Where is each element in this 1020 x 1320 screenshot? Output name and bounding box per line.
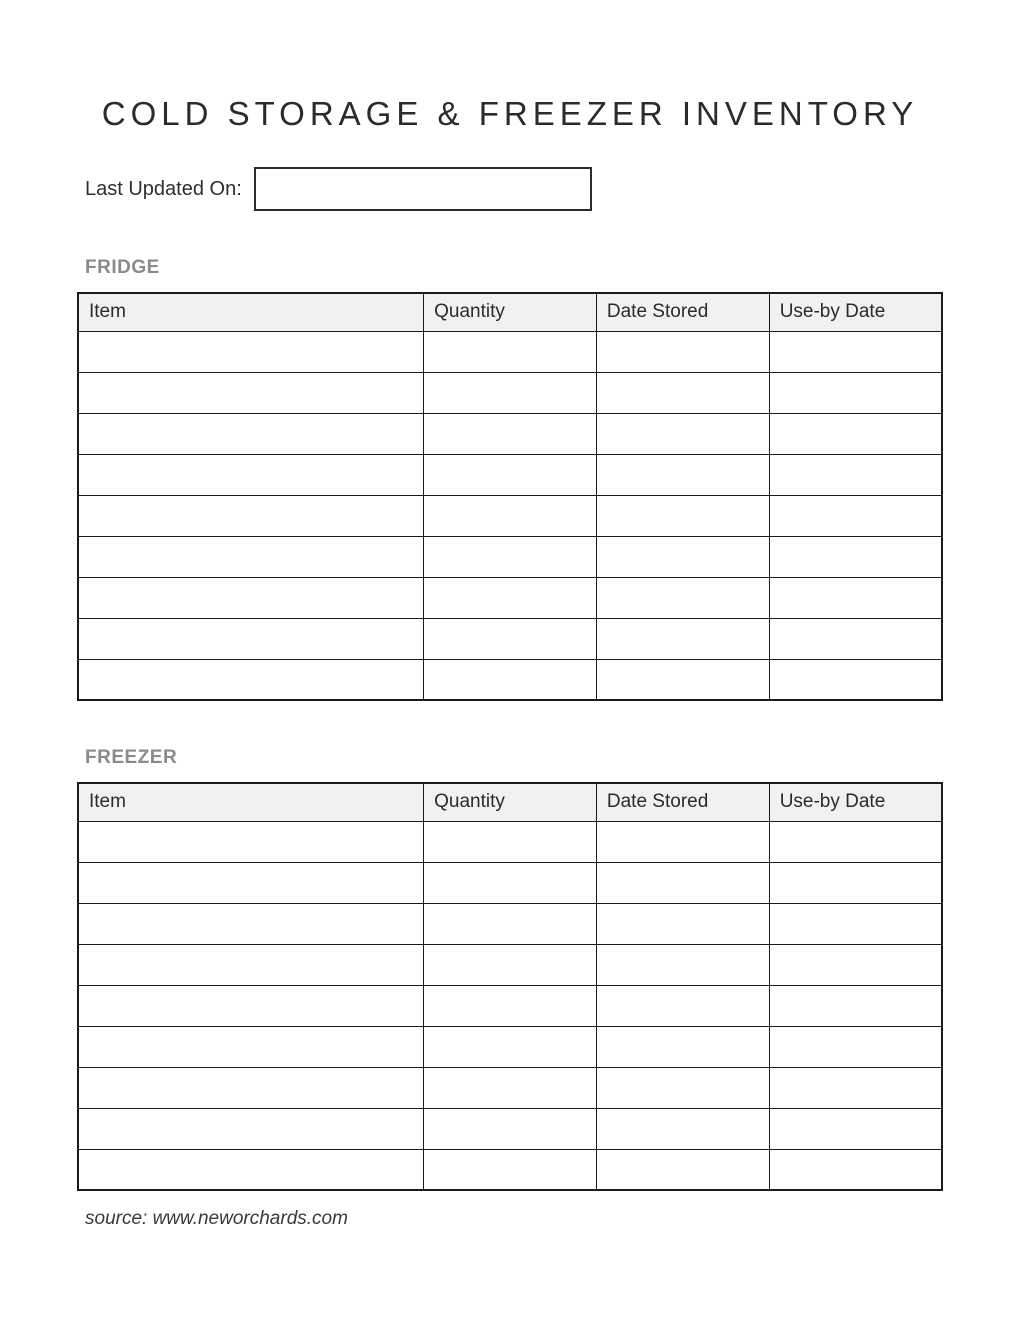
freezer-column-header-date-stored: Date Stored <box>596 783 769 821</box>
empty-cell <box>596 536 769 577</box>
empty-cell <box>596 1026 769 1067</box>
empty-cell <box>424 331 597 372</box>
table-row <box>78 372 942 413</box>
empty-cell <box>596 577 769 618</box>
table-row <box>78 1026 942 1067</box>
empty-cell <box>78 372 424 413</box>
table-row <box>78 944 942 985</box>
empty-cell <box>424 903 597 944</box>
freezer-table-body <box>78 821 942 1190</box>
freezer-column-header-item: Item <box>78 783 424 821</box>
empty-cell <box>424 1026 597 1067</box>
table-row <box>78 618 942 659</box>
empty-cell <box>769 1026 942 1067</box>
fridge-section-label: FRIDGE <box>85 257 160 278</box>
table-row <box>78 536 942 577</box>
empty-cell <box>78 454 424 495</box>
empty-cell <box>769 985 942 1026</box>
empty-cell <box>596 821 769 862</box>
empty-cell <box>769 454 942 495</box>
freezer-section <box>77 747 943 1191</box>
empty-cell <box>424 372 597 413</box>
empty-cell <box>596 903 769 944</box>
fridge-column-header-quantity: Quantity <box>424 293 597 331</box>
table-row <box>78 903 942 944</box>
freezer-table <box>77 782 943 1191</box>
empty-cell <box>769 495 942 536</box>
empty-cell <box>596 372 769 413</box>
fridge-column-header-date-stored: Date Stored <box>596 293 769 331</box>
freezer-section-label: FREEZER <box>85 747 178 768</box>
empty-cell <box>78 495 424 536</box>
empty-cell <box>78 1067 424 1108</box>
empty-cell <box>596 1108 769 1149</box>
empty-cell <box>424 1108 597 1149</box>
empty-cell <box>424 862 597 903</box>
empty-cell <box>596 413 769 454</box>
empty-cell <box>424 413 597 454</box>
freezer-header-row <box>78 783 942 821</box>
empty-cell <box>78 618 424 659</box>
empty-cell <box>769 944 942 985</box>
freezer-column-header-use-by-date: Use-by Date <box>769 783 942 821</box>
empty-cell <box>596 618 769 659</box>
empty-cell <box>424 454 597 495</box>
empty-cell <box>78 1149 424 1190</box>
table-row <box>78 331 942 372</box>
empty-cell <box>424 1149 597 1190</box>
empty-cell <box>78 985 424 1026</box>
empty-cell <box>769 372 942 413</box>
empty-cell <box>596 495 769 536</box>
empty-cell <box>769 903 942 944</box>
table-row <box>78 659 942 700</box>
empty-cell <box>769 618 942 659</box>
empty-cell <box>424 1067 597 1108</box>
empty-cell <box>769 577 942 618</box>
empty-cell <box>78 659 424 700</box>
empty-cell <box>769 1067 942 1108</box>
fridge-table-body <box>78 331 942 700</box>
empty-cell <box>769 536 942 577</box>
empty-cell <box>424 985 597 1026</box>
empty-cell <box>596 331 769 372</box>
empty-cell <box>769 331 942 372</box>
source-text: source: www.neworchards.com <box>85 1208 348 1229</box>
table-row <box>78 454 942 495</box>
empty-cell <box>424 944 597 985</box>
table-row <box>78 821 942 862</box>
freezer-column-header-quantity: Quantity <box>424 783 597 821</box>
empty-cell <box>424 659 597 700</box>
empty-cell <box>596 862 769 903</box>
empty-cell <box>769 1108 942 1149</box>
empty-cell <box>596 1067 769 1108</box>
empty-cell <box>78 413 424 454</box>
empty-cell <box>596 944 769 985</box>
empty-cell <box>596 659 769 700</box>
empty-cell <box>424 577 597 618</box>
table-row <box>78 495 942 536</box>
empty-cell <box>78 1108 424 1149</box>
empty-cell <box>769 413 942 454</box>
table-row <box>78 1067 942 1108</box>
empty-cell <box>78 944 424 985</box>
empty-cell <box>78 821 424 862</box>
table-row <box>78 577 942 618</box>
empty-cell <box>78 1026 424 1067</box>
empty-cell <box>596 985 769 1026</box>
table-row <box>78 985 942 1026</box>
fridge-column-header-use-by-date: Use-by Date <box>769 293 942 331</box>
empty-cell <box>78 536 424 577</box>
fridge-header-row <box>78 293 942 331</box>
empty-cell <box>78 577 424 618</box>
last-updated-row <box>85 167 943 211</box>
empty-cell <box>769 821 942 862</box>
table-row <box>78 1108 942 1149</box>
empty-cell <box>769 1149 942 1190</box>
empty-cell <box>424 536 597 577</box>
empty-cell <box>424 821 597 862</box>
empty-cell <box>596 454 769 495</box>
fridge-column-header-item: Item <box>78 293 424 331</box>
table-row <box>78 413 942 454</box>
page-title: COLD STORAGE & FREEZER INVENTORY <box>101 95 919 132</box>
empty-cell <box>596 1149 769 1190</box>
empty-cell <box>78 862 424 903</box>
empty-cell <box>769 659 942 700</box>
empty-cell <box>424 618 597 659</box>
empty-cell <box>78 331 424 372</box>
table-row <box>78 862 942 903</box>
last-updated-input[interactable] <box>254 167 592 211</box>
table-row <box>78 1149 942 1190</box>
last-updated-label: Last Updated On: <box>85 177 242 200</box>
fridge-section <box>77 257 943 701</box>
empty-cell <box>424 495 597 536</box>
fridge-table <box>77 292 943 701</box>
empty-cell <box>78 903 424 944</box>
empty-cell <box>769 862 942 903</box>
